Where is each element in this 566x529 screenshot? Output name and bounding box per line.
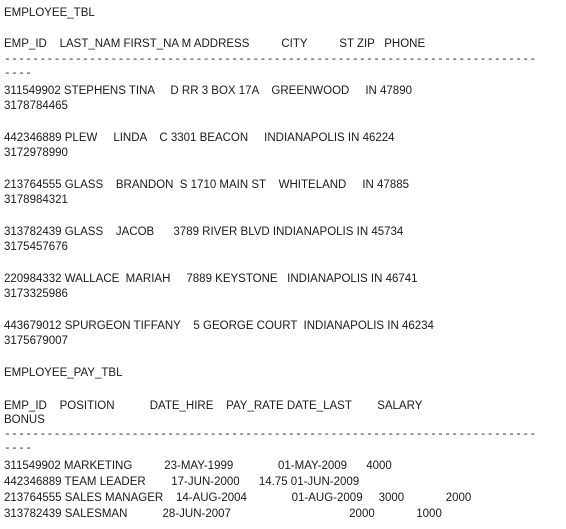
employee-row-6: 443679012 SPURGEON TIFFANY 5 GEORGE COURT INDIANAPOLIS IN 46234 (4, 320, 434, 332)
employee-row-3-phone: 3178984321 (4, 194, 68, 206)
employee-table-separator-wrap: ---- (4, 68, 33, 80)
employee-row-1-phone: 3178784465 (4, 100, 68, 112)
pay-table-title: EMPLOYEE_PAY_TBL (4, 367, 123, 379)
employee-table-separator: --------------------------------------------------------------------------- (4, 54, 537, 66)
employee-row-4: 313782439 GLASS JACOB 3789 RIVER BLVD INDIANAPOLIS IN 45734 (4, 226, 404, 238)
employee-row-3: 213764555 GLASS BRANDON S 1710 MAIN ST WHITELAND IN 47885 (4, 179, 410, 191)
pay-table-separator: --------------------------------------------------------------------------- (4, 429, 537, 441)
pay-table-header-wrap: BONUS (4, 414, 45, 426)
employee-row-2-phone: 3172978990 (4, 147, 68, 159)
pay-row-1: 311549902 MARKETING 23-MAY-1999 01-MAY-2009 4000 (4, 460, 392, 472)
employee-row-6-phone: 3175679007 (4, 335, 68, 347)
employee-row-4-phone: 3175457676 (4, 241, 68, 253)
employee-row-5: 220984332 WALLACE MARIAH 7889 KEYSTONE INDIANAPOLIS IN 46741 (4, 273, 418, 285)
employee-table-title: EMPLOYEE_TBL (4, 7, 95, 19)
pay-row-2: 442346889 TEAM LEADER 17-JUN-2000 14.75 01-JUN-2009 (4, 476, 360, 488)
pay-row-4: 313782439 SALESMAN 28-JUN-2007 2000 1000 (4, 508, 442, 520)
pay-table-header: EMP_ID POSITION DATE_HIRE PAY_RATE DATE_LAST SALARY (4, 400, 423, 412)
pay-row-3: 213764555 SALES MANAGER 14-AUG-2004 01-AUG-2009 3000 2000 (4, 492, 472, 504)
employee-row-2: 442346889 PLEW LINDA C 3301 BEACON INDIANAPOLIS IN 46224 (4, 132, 395, 144)
pay-table-separator-wrap: ---- (4, 443, 33, 455)
employee-row-5-phone: 3173325986 (4, 288, 68, 300)
employee-table-header: EMP_ID LAST_NAM FIRST_NA M ADDRESS CITY ST ZIP PHONE (4, 38, 426, 50)
employee-row-1: 311549902 STEPHENS TINA D RR 3 BOX 17A GREENWOOD IN 47890 (4, 85, 412, 97)
